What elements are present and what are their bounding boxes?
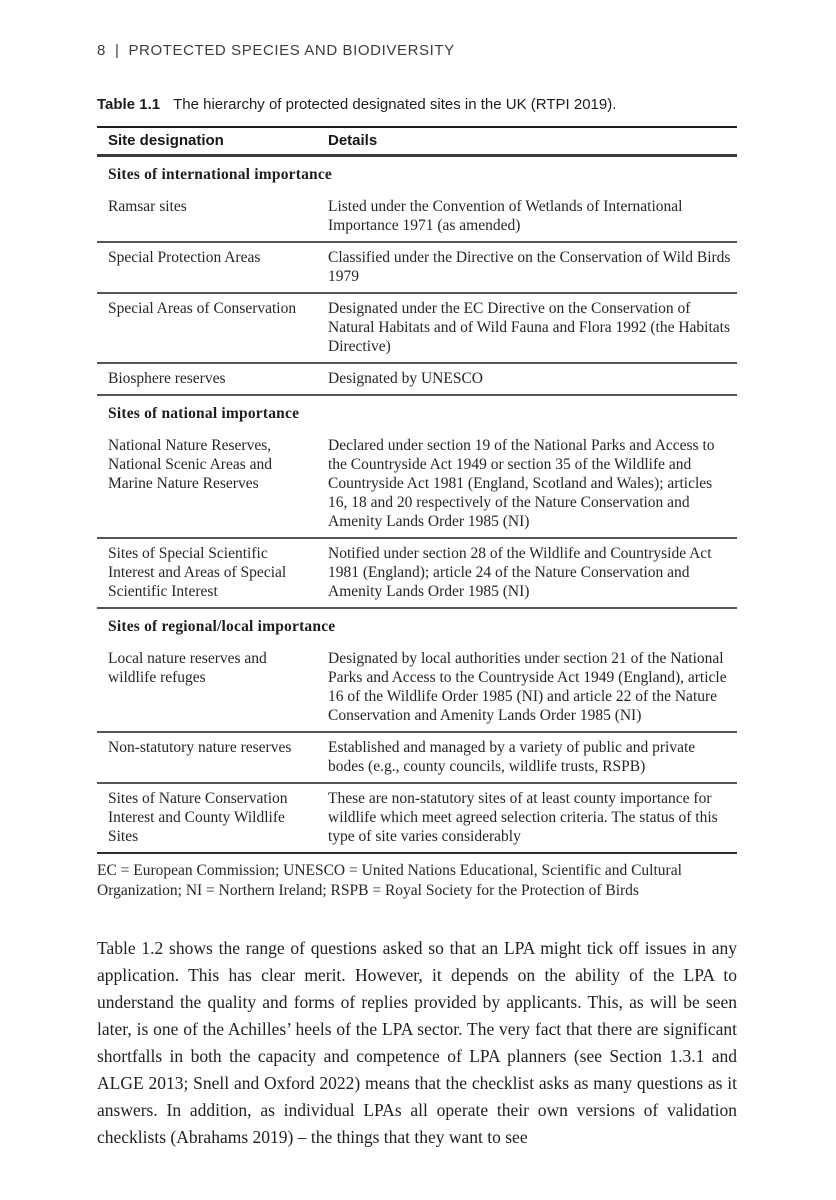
- table-footnote: EC = European Commission; UNESCO = United Nations Educational, Scientific and Cultural Organization; NI = Northern Ireland; RSPB = Royal Society for the Protection of Birds: [97, 862, 682, 899]
- table-row-special-areas-of-conservation: [97, 294, 737, 364]
- body-paragraph: Table 1.2 shows the range of questions asked so that an LPA might tick off issues in any application. This has clear merit. However, it depends on the ability of the LPA to understand the quality and forms of replies provided by applicants. This, as will be seen later, is one of the Achilles’ heels of the LPA sector. The very fact that there are significant shortfalls in both the capacity and competence of LPA planners (see Section 1.3.1 and ALGE 2013; Snell and Oxford 2022) means that the checklist asks as many questions as it answers. In addition, as individual LPAs all operate their own versions of validation checklists (Abrahams 2019) – the things that they want to see: [97, 938, 737, 1147]
- site-designation-cell: Ramsar sites: [108, 198, 187, 215]
- details-cell: Declared under section 19 of the National Parks and Access to the Countryside Act 1949 or section 35 of the Wildlife and Countryside Act 1981 (England, Scotland and Wales); articles 16, 18 and 20 respectively of the Nature Conservation and Amenity Lands Order 1985 (NI): [328, 437, 715, 530]
- table-row-biosphere-reserves: [97, 364, 737, 396]
- column-header-details: Details: [328, 132, 378, 149]
- table-row-ramsar-sites: [97, 192, 737, 243]
- details-cell: Designated under the EC Directive on the Conservation of Natural Habitats and of Wild Fauna and Flora 1992 (the Habitats Directive): [328, 300, 730, 355]
- header-separator: |: [114, 42, 120, 59]
- site-designation-cell: National Nature Reserves, National Scenic Areas and Marine Nature Reserves: [108, 437, 272, 492]
- table-header-row: [97, 128, 737, 157]
- site-designation-cell: Non-statutory nature reserves: [108, 739, 292, 756]
- details-cell: Notified under section 28 of the Wildlife and Countryside Act 1981 (England); article 24 of the Nature Conservation and Amenity Lands Order 1985 (NI): [328, 545, 712, 600]
- details-cell: Designated by UNESCO: [328, 370, 483, 387]
- details-cell: These are non-statutory sites of at least county importance for wildlife which meet agreed selection criteria. The status of this type of site varies considerably: [328, 790, 718, 845]
- table-row-local-nature-reserves: [97, 644, 737, 733]
- site-designation-cell: Sites of Special Scientific Interest and Areas of Special Scientific Interest: [108, 545, 287, 600]
- page-number: 8: [97, 42, 106, 59]
- site-designation-cell: Special Protection Areas: [108, 249, 261, 266]
- table-row-sites-of-nature-conservation-interest: [97, 784, 737, 852]
- table-caption-text: The hierarchy of protected designated sites in the UK (RTPI 2019).: [173, 96, 617, 113]
- table-row-non-statutory-nature-reserves: [97, 733, 737, 784]
- section-heading-regional-local: Sites of regional/local importance: [108, 618, 336, 635]
- column-header-site-designation: Site designation: [108, 132, 224, 149]
- site-designation-cell: Biosphere reserves: [108, 370, 226, 387]
- site-designation-cell: Sites of Nature Conservation Interest and County Wildlife Sites: [108, 790, 288, 845]
- details-cell: Listed under the Convention of Wetlands of International Importance 1971 (as amended): [328, 198, 683, 234]
- details-cell: Designated by local authorities under section 21 of the National Parks and Access to the Countryside Act 1949 (England), article 16 of the Wildlife Order 1985 (NI) and article 22 of the Nature Conservation and Amenity Lands Order 1985 (NI): [328, 650, 727, 724]
- table-row-national-nature-reserves: [97, 431, 737, 539]
- table-row-special-protection-areas: [97, 243, 737, 294]
- table-caption: [97, 96, 737, 113]
- table-row-sssi: [97, 539, 737, 609]
- details-cell: Established and managed by a variety of public and private bodes (e.g., county councils, wildlife trusts, RSPB): [328, 739, 696, 775]
- section-heading-international: Sites of international importance: [108, 166, 333, 183]
- section-heading-national: Sites of national importance: [108, 405, 300, 422]
- designated-sites-table: [97, 126, 737, 854]
- table-caption-label: Table 1.1: [97, 96, 161, 113]
- details-cell: Classified under the Directive on the Conservation of Wild Birds 1979: [328, 249, 731, 285]
- site-designation-cell: Special Areas of Conservation: [108, 300, 297, 317]
- site-designation-cell: Local nature reserves and wildlife refuges: [108, 650, 267, 686]
- running-head-title: PROTECTED SPECIES AND BIODIVERSITY: [128, 42, 455, 59]
- page-header: [97, 42, 737, 59]
